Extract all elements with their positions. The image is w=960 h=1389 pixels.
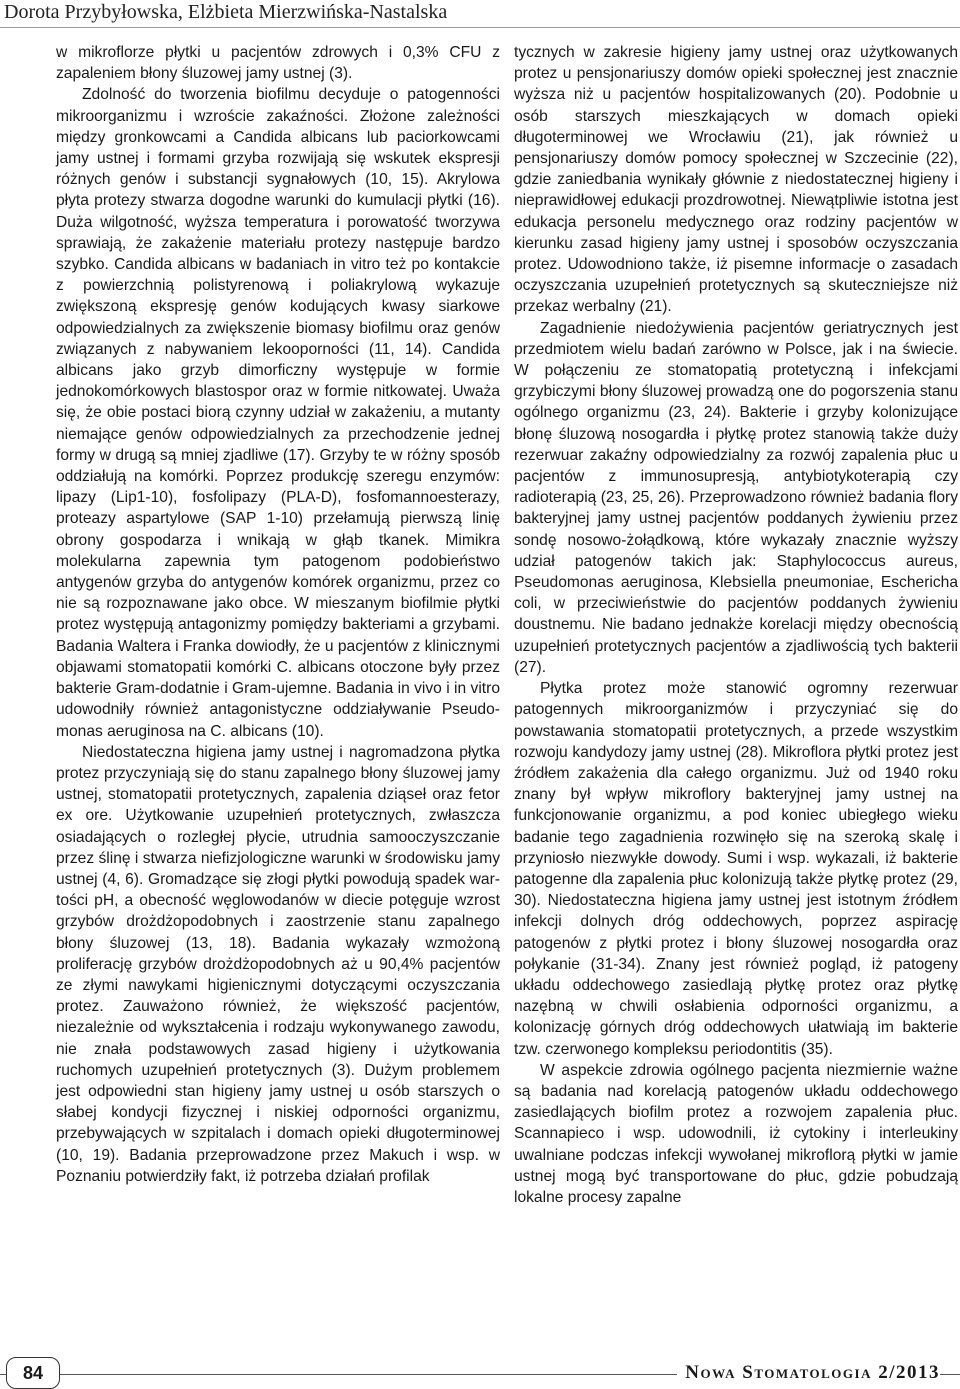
paragraph: Zdolność do tworzenia biofilmu decyduje o patogenności mikroorganizmu i wzroście zakaźności. Złożone zależności między gronkowcami a Candida albicans lub paciorkowcami jamy ustnej i formami grzyba rozwijają się wskutek ekspresji różnych genów i substancji sygnałowych (10, 15). Akrylowa płyta protezy stwarza dogodne warunki do kumulacji płytki (16). Duża wilgotność, wyższa temperatura i porowatość tworzywa sprawiają, że zakażenie materiału protezy następuje bardzo szybko. Candida albicans w badaniach in vitro też po kontakcie z powierzchnią polistyrenową i poliakrylową wykazuje zwiększoną ekspresję genów kodujących kwasy siarkowe odpowiedzialnych za zwiększenie biomasy biofilmu oraz genów związanych z nabywaniem lekooporności (11, 14). Candida albicans jako grzyb dimorficzny występuje w formie jednokomórkowych blastospor oraz w formie nitkowatej. Uważa się, że obie postaci biorą czynny udział w zakażeniu, a mutanty niemające genów odpowiedzialnych za przechodzenie jednej formy w drugą są mniej zjadliwe (17). Grzyby te w różny sposób oddziałują na komórki. Poprzez produkcję szeregu enzymów: lipazy (Lip1-10), fosfolipazy (PLA-D), fosfomannoesterazy, proteazy aspartylowe (SAP 1-10) przełamują pierwszą linię obrony gospodarza i wnikają w głąb tkanek. Mimikra molekularna zapewnia tym patogenom podobieństwo antygenów grzyba do antygenów komórek organizmu, przez co nie są rozpoznawane jako obce. W mieszanym biofilmie płytki protez występują antagonizmy pomiędzy bakteriami a grzybami. Badania Waltera i Franka dowiodły, że u pacjentów z klinicznymi objawami stomatopatii komórki C. albicans otoczone były przez bakterie Gram-dodatnie i Gram-ujemne. Badania in vivo i in vitro udowodniły również antagonistyczne oddziaływanie Pseudomonas aeruginosa na C. albicans (10). [56, 86, 500, 740]
paragraph: tycznych w zakresie higieny jamy ustnej oraz użytkowanych protez u pensjonariuszy domów opieki społecznej jest znacznie wyższa niż u pacjentów hospitalizowanych (20). Podobnie u osób starszych mieszkających w domach opieki długoterminowej we Wrocławiu (21), jak również u pensjonariuszy domów pomocy społecznej w Szczecinie (22), gdzie zaniedbania wynikały głównie z niedostatecznej higieny i nieprawidłowej edukacji prozdrowotnej. Niewątpliwie istotna jest edukacja personelu medycznego oraz rodziny pacjentów w kierunku zasad higieny jamy ustnej i sposobów oczyszczania protez. Udowodniono także, iż pisemne informacje o zasadach oczyszczania uzupełnień protetycznych są skuteczniejsze niż przekaz werbalny (21). [514, 44, 958, 316]
paragraph: Zagadnienie niedożywienia pacjentów geriatrycznych jest przedmiotem wielu badań zarówno w Polsce, jak i na świecie. W połączeniu ze stomatopatią protetyczną i infekcjami grzybiczymi błony śluzowej prowadzą one do pogorszenia stanu ogólnego organizmu (23, 24). Bakterie i grzyby kolonizujące błonę śluzową nosogardła i płytkę protez stanowią także duży rezerwuar zakaźny odpowiedzialny za rozwój zapalenia płuc u pacjentów z immunosupresją, antybiotykoterapią czy radioterapią (23, 25, 26). Przeprowadzono również badania flory bakteryjnej jamy ustnej pacjentów poddanych żywieniu przez sondę nosowo-żołądkową, które wykazały znacznie wyższy udział patogenów takich jak: Staphylococcus aureus, Pseudomonas aeruginosa, Klebsiella pneumoniae, Eschericha coli, w przeciwieństwie do pacjentów poddanych żywieniu doustnemu. Nie badano jednakże korelacji między obecnością uzupełnień protetycznych pacjentów a zjadliwością tych bakterii (27). [514, 319, 958, 676]
paragraph: Płytka protez może stanowić ogromny rezerwuar patogennych mikroorganizmów i przyczyniać się do powstawania stomatopatii protetycznych, a przede wszystkim rozwoju kandydozy jamy ustnej (28). Mikroflora płytki protez jest źródłem zakażenia dla całego organizmu. Już od 1940 roku znany był wpływ mikroflory bakteryjnej jamy ustnej na funkcjonowanie organizmu, a pod koniec ubiegłego wieku badanie tego zagadnienia rozwinęło się na szeroką skalę i przyniosło niezwykłe dowody. Sumi i wsp. wykazali, iż bakterie patogenne dla zapalenia płuc kolonizują także płytkę protez (29, 30). Niedostateczna higiena jamy ustnej jest istotnym źródłem infekcji dolnych dróg oddechowych, poprzez aspirację patogenów z płytki protez i błony śluzowej nosogardła oraz połykanie (31-34). Znany jest również pogląd, iż patogeny układu oddechowego zasiedlają płytkę protez oraz płytkę nazębną w chwili osłabienia odporności organizmu, a kolonizację górnych dróg oddechowych ułatwiają im bakterie tzw. czerwonego kompleksu periodontitis (35). [514, 680, 958, 1058]
paragraph: Niedostateczna higiena jamy ustnej i nagromadzona płytka protez przyczyniają się do stanu zapalnego błony śluzowej jamy ustnej, stomatopatii protetycznych, zapalenia dziąseł oraz fetor ex ore. Użytkowanie uzupełnień protetycznych, zwłaszcza osiadających o rozległej płycie, utrudnia samooczyszczanie przez ślinę i stwarza niefizjologiczne warunki w środowisku jamy ustnej (4, 6). Gromadzące się złogi płytki powodują spadek wartości pH, a obecność węglowodanów w diecie potęguje wzrost grzybów drożdżopodobnych i zaostrzenie stanu zapalnego błony śluzowej (13, 18). Badania wykazały wzmożoną proliferację grzybów drożdżopodobnych aż u 90,4% pacjentów ze złymi nawykami higienicznymi dotyczącymi oczyszczania protez. Zauważono również, że większość pacjentów, niezależnie od wykształcenia i rodzaju wykonywanego zawodu, nie znała podstawowych zasad higieny i użytkowania ruchomych uzupełnień protetycznych (3). Dużym problemem jest odpowiedni stan higieny jamy ustnej u osób starszych o słabej kondycji fizycznej i niskiej odporności organizmu, przebywających w szpitalach i domach opieki długoterminowej (10, 19). Badania przeprowadzone przez Makuch i wsp. w Poznaniu potwierdziły fakt, iż potrzeba działań profilak [56, 743, 500, 1185]
right-column [514, 42, 958, 1208]
journal-name: Nowa Stomatologia 2/2013 [677, 1362, 940, 1384]
running-head-authors: Dorota Przybyłowska, Elżbieta Mierzwińska-Nastalska [4, 1, 448, 23]
paragraph: w mikroflorze płytki u pacjentów zdrowych i 0,3% CFU z zapaleniem błony śluzowej jamy ustnej (3). [56, 44, 500, 83]
header-rule [0, 27, 960, 28]
paragraph: W aspekcie zdrowia ogólnego pacjenta niezmiernie ważne są badania nad korelacją patogenów układu oddechowego zasiedlających biofilm protez a rozwojem zapalenia płuc. Scannapieco i wsp. udowodnili, iż cytokiny i interleukiny uwalniane podczas infekcji wywołanej mikroflorą płytki w jamie ustnej mogą być transportowane do płuc, gdzie pobudzają lokalne procesy zapalne [514, 1061, 958, 1206]
page-number: 84 [6, 1357, 60, 1389]
left-column [56, 42, 500, 1187]
